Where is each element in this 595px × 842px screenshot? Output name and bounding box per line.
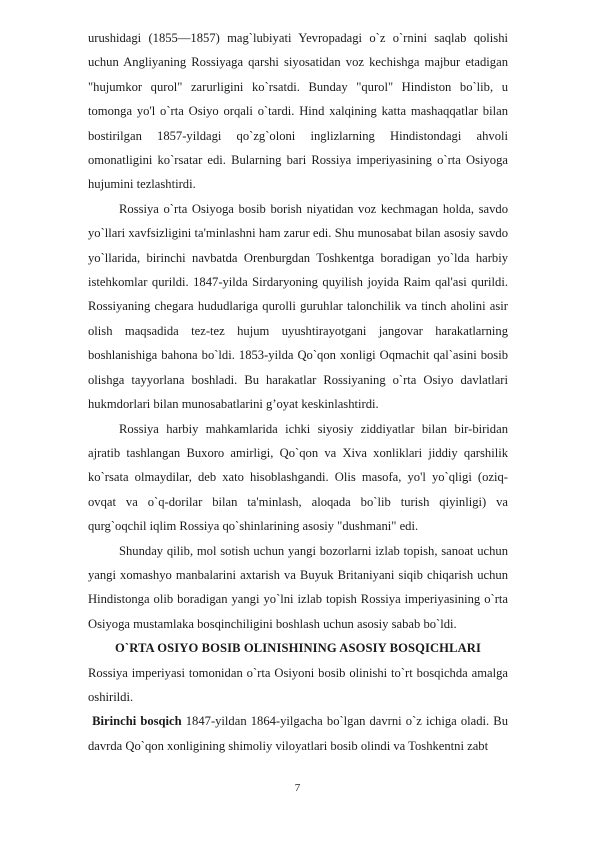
paragraph-6-text: 1847-yildan 1864-yilgacha bo`lgan davrni o`z ichiga oladi. Bu davrda Qo`qon xonligining shimoliy viloyatlari bosib olindi va Toshkentni zabt [88, 714, 508, 753]
page-number: 7 [294, 782, 301, 794]
document-body [88, 26, 508, 758]
paragraph-4: Shunday qilib, mol sotish uchun yangi bozorlarni izlab topish, sanoat uchun yangi xomashyo manbalarini axtarish va Buyuk Britaniyani siqib chiqarish uchun Hindistonga olib boradigan yangi yo`lni izlab topish Rossiya imperiyasining o`rta Osiyoga mustamlaka bosqinchiligini boshlash uchun asosiy sabab bo`ldi. [88, 543, 508, 631]
paragraph-2: Rossiya o`rta Osiyoga bosib borish niyatidan voz kechmagan holda, savdo yo`llari xavfsizligini ta'minlashni ham zarur edi. Shu munosabat bilan asosiy savdo yo`llarida, birinchi navbatda Orenburgdan Toshkentga boradigan yo`lda harbiy istehkomlar qurildi. 1847-yilda Sirdaryoning quyilish joyida Raim qal'asi qurildi. Rossiyaning chegara hududlariga qurolli guruhlar talonchilik va tinch aholini asir olish maqsadida tez-tez hujum uyushtirayotgani jangovar harakatlarning boshlanishiga bahona bo`ldi. 1853-yilda Qo`qon xonligi Oqmachit qal`asini bosib olishga tayyorlana boshladi. Bu harakatlar Rossiyaning o`rta Osiyo davlatlari hukmdorlari bilan munosabatlarini g’oyat keskinlashtirdi. [88, 201, 508, 412]
paragraph-1: urushidagi (1855—1857) mag`lubiyati Yevropadagi o`z o`rnini saqlab qolishi uchun Angliyaning Rossiyaga qarshi siyosatidan voz kechishga majbur etadigan "hujumkor qurol" zarurligini ko`rsatdi. Bunday "qurol" Hindiston bo`lib, u tomonga yo'l o`rta Osiyo orqali o`tardi. Hind xalqining katta mashaqqatlar bilan bostirilgan 1857-yildagi qo`zg`oloni inglizlarning Hindistondagi ahvoli omonatligini ko`rsatar edi. Bularning bari Rossiya imperiyasining o`rta Osiyoga hujumini tezlashtirdi. [88, 31, 508, 192]
paragraph-5: Rossiya imperiyasi tomonidan o`rta Osiyoni bosib olinishi to`rt bosqichda amalga oshirildi. [88, 665, 508, 704]
section-heading: O`RTA OSIYO BOSIB OLINISHINING ASOSIY BOSQICHLARI [115, 641, 481, 656]
paragraph-6 [88, 709, 508, 758]
paragraph-3: Rossiya harbiy mahkamlarida ichki siyosiy ziddiyatlar bilan bir-biridan ajratib tashlangan Buxoro amirligi, Qo`qon va Xiva xonliklari jiddiy qarshilik ko`rsata olmaydilar, deb xato hisoblashgandi. Olis masofa, yo'l yo`qligi (oziq-ovqat va o`q-dorilar bilan ta'minlash, aloqada bo`lib turish qiyinligi) va qurg`oqchil iqlim Rossiya qo`shinlarining asosiy "dushmani" edi. [88, 421, 508, 534]
paragraph-6-lead: Birinchi bosqich [92, 714, 182, 729]
